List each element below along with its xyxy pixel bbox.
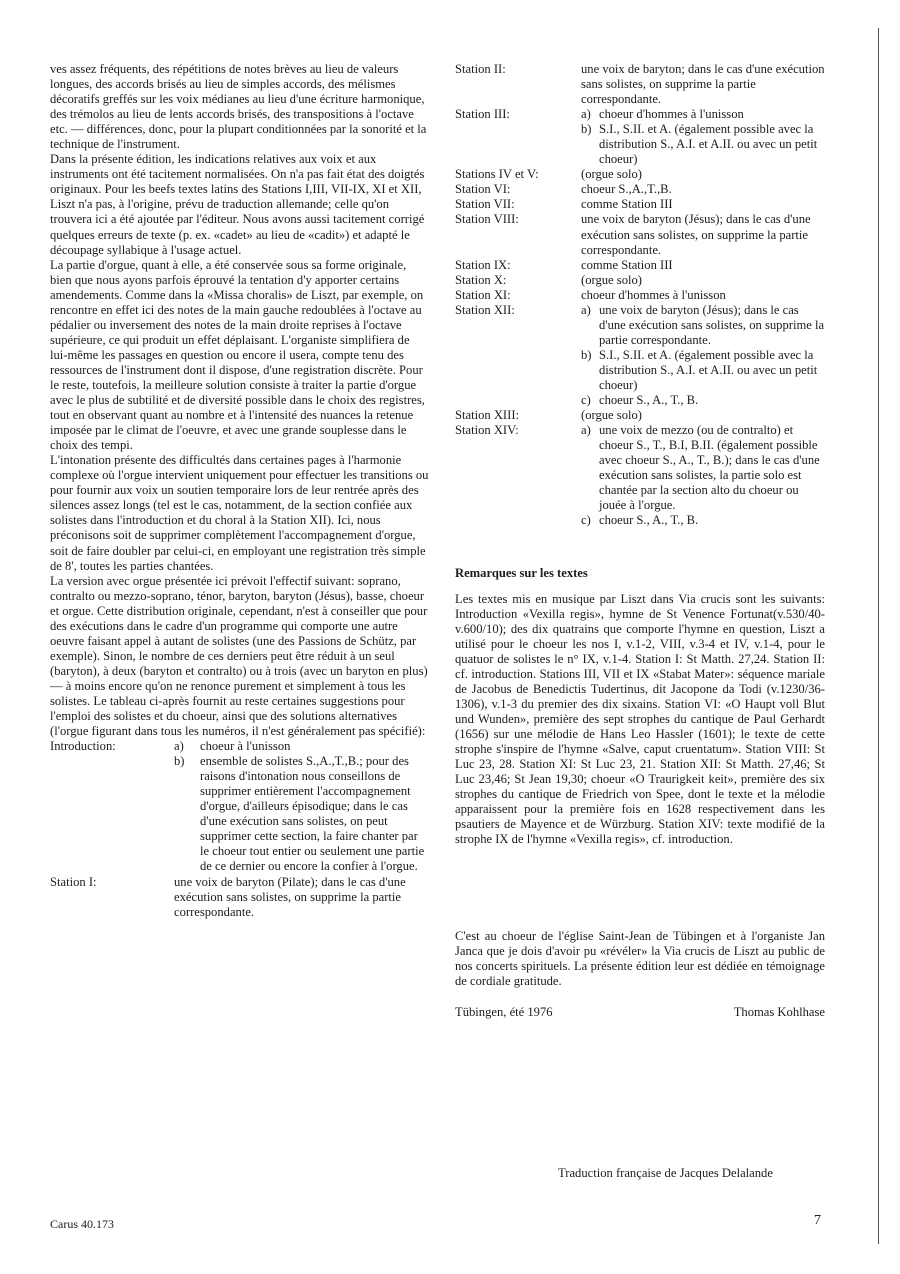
row-text: (orgue solo) — [581, 167, 642, 182]
left-distribution-table — [50, 739, 430, 920]
translation-credit: Traduction française de Jacques Delalande — [558, 1166, 773, 1180]
signature-line — [455, 1005, 825, 1020]
table-row — [455, 122, 825, 167]
row-text: une voix de baryton; dans le cas d'une exécution sans solistes, on supprime la partie correspondante. — [581, 62, 825, 107]
row-marker: a) — [581, 107, 591, 122]
table-row — [455, 423, 825, 513]
dedication-text: C'est au choeur de l'église Saint-Jean de Tübingen et à l'organiste Jan Janca que je dois d'avoir pu «révéler» la Via crucis de Liszt au public de nos concerts spirituels. La présente édition leur est dédiée en témoignage de cordiale gratitude. — [455, 929, 825, 989]
right-distribution-table — [455, 62, 825, 528]
row-marker: a) — [581, 302, 591, 317]
table-row — [455, 513, 825, 528]
table-row — [455, 258, 825, 273]
row-label: Station VII: — [455, 197, 515, 212]
row-label: Station VI: — [455, 182, 511, 197]
row-text: une voix de baryton (Jésus); dans le cas d'une exécution sans solistes, on supprime la partie correspondante. — [581, 212, 811, 257]
page-edge-line — [878, 28, 879, 1244]
catalog-number: Carus 40.173 — [50, 1217, 114, 1231]
row-text: choeur S., A., T., B. — [599, 393, 699, 408]
row-text: choeur d'hommes à l'unisson — [599, 107, 744, 122]
table-row — [455, 303, 825, 348]
page-number: 7 — [814, 1213, 821, 1228]
row-marker: b) — [174, 754, 185, 769]
left-paragraph: ves assez fréquents, des répétitions de notes brèves au lieu de valeurs longues, des accords brisés au lieu de simples accords, des mélismes décoratifs greffés sur les voix médianes au lieu d'une écriture harmonique, des trémolos au lieu de lents accords brisés, des transpositions à l'octave etc. — différences, donc, pour la plupart conditionnées par la sonorité et la technique de l'instrument. — [50, 62, 427, 152]
row-label — [455, 122, 581, 167]
remarks-heading: Remarques sur les textes — [455, 566, 588, 581]
place-date: Tübingen, été 1976 — [455, 1005, 553, 1020]
table-row — [455, 167, 825, 182]
row-marker: a) — [581, 423, 591, 438]
table-row — [50, 739, 430, 754]
row-text: (orgue solo) — [581, 272, 642, 287]
remarks-text: Les textes mis en musique par Liszt dans Via crucis sont les suivants: Introduction «Vexilla regis», hymne de St Venence Fortunat(v.530/40- v.600/10); des dix quatrains que comporte l'hymne en question, Liszt a utilisé pour le choeur les nos I, v.1-2, VIII, v.3-4 et IV, v.1-4, pour le quatuor de solistes le n° IX, v.1-4. Station I: St Matth. 27,24. Station II: cf. introduction. Stations III, VII et IX «Stabat Mater»: séquence mariale de Jacobus de Benedictis Tudertinus, dit Jacopone da Todi (v.1230/36-1306), v.1-3 du premier des dix sixains. Station VI: «O Haupt voll Blut und Wunden», première des sept strophes du cantique de Paul Gerhardt (1656) sur une mélodie de Hans Leo Hassler (1601); le texte de cette strophe s'inspire de l'hymne «Salve, caput cruentatum». Station VIII: St Luc 23, 28. Station XI: St Luc 23, 21. Station XII: St Matth. 27,46; St Luc 23,46; St Jean 19,30; choeur «O Traurigkeit keit», première des six strophes du cantique de Friedrich von Spee, dont le texte et la mélodie apparaissent pour la première fois en 1628 respectivement dans les psautiers de Mayence et de Würzburg. Station XIV: texte modifié de la strophe IX de l'hymne «Vexilla regis», cf. introduction. — [455, 591, 825, 847]
row-marker: b) — [581, 122, 592, 137]
row-label: Station VIII: — [455, 212, 519, 227]
row-marker: b) — [581, 347, 592, 362]
table-row — [455, 348, 825, 393]
row-text: S.I., S.II. et A. (également possible avec la distribution S., A.I. et A.II. ou avec un petit choeur) — [599, 347, 818, 392]
row-label — [455, 348, 581, 393]
row-label: Stations IV et V: — [455, 167, 539, 182]
row-label: Station XII: — [455, 302, 515, 317]
row-label: Station III: — [455, 107, 510, 122]
left-paragraph: L'intonation présente des difficultés dans certaines pages à l'harmonie complexe où l'orgue intervient uniquement pour effectuer les transitions ou pour fournir aux voix un soutien temporaire lors de leur rentrée après des silences assez longs (tel est le cas, notamment, de la section confiée aux solistes dans l'introduction et du choral à la Station XII). Ici, nous préconisons soit de supprimer complètement l'accompagnement d'orgue, soit de faire doubler par celui-ci, en employant une registration très simple de 8', toutes les parties chantées. — [50, 453, 429, 573]
row-marker: c) — [581, 513, 591, 528]
left-paragraph: La version avec orgue présentée ici prévoit l'effectif suivant: soprano, contralto ou mezzo-soprano, ténor, baryton, baryton (Jésus), basse, choeur et orgue. Cette distribution originale, cependant, n'est à conseiller que pour des exécutions dans le cadre d'un programme qui comporte une autre oeuvre faisant appel à autant de solistes (une des Passions de Schütz, par exemple). Sinon, le nombre de ces derniers peut être réduit à un seul (baryton), à deux (baryton et contralto) ou à trois (avec un baryton en plus) — à moins encore qu'on ne renonce purement et simplement à tous les solistes. Le tableau ci-après fournit au reste certaines suggestions pour l'emploi des solistes et du choeur, ainsi que des solutions alternatives (l'orgue figurant dans tous les numéros, il n'est généralement pas spécifié): — [50, 573, 428, 739]
table-row — [455, 393, 825, 408]
row-label: Station XIV: — [455, 423, 519, 438]
row-label: Station XI: — [455, 287, 511, 302]
table-row — [455, 62, 825, 107]
table-row — [50, 754, 430, 874]
row-text: une voix de mezzo (ou de contralto) et choeur S., T., B.I, B.II. (également possible avec choeur S., A., T., B.); dans le cas d'une exécution sans solistes, la partie solo est chantée par la section alto du choeur ou jouée à l'orgue. — [599, 423, 820, 513]
row-text: choeur d'hommes à l'unisson — [581, 287, 726, 302]
table-row — [455, 182, 825, 197]
row-label: Station I: — [50, 874, 97, 889]
remarks-text-block — [455, 592, 825, 848]
table-row — [455, 408, 825, 423]
left-paragraph: Dans la présente édition, les indications relatives aux voix et aux instruments ont été tacitement normalisées. On n'a pas fait état des doigtés originaux. Pour les beefs textes latins des Stations I,III, VII-IX, XI et XII, Liszt n'a pas, à l'origine, prévu de traduction allemande; celle qu'on trouvera ici a été ajoutée par l'éditeur. Nous avons aussi tacitement corrigé quelques erreurs de texte (p. ex. «cadet» au lieu de «cadit») et adapté le découpage syllabique à l'usage actuel. — [50, 152, 425, 257]
row-marker: c) — [581, 393, 591, 408]
row-text: S.I., S.II. et A. (également possible avec la distribution S., A.I. et A.II. ou avec un petit choeur) — [599, 122, 818, 167]
right-column — [455, 62, 825, 1021]
row-text: choeur S.,A.,T.,B. — [581, 182, 672, 197]
row-text: (orgue solo) — [581, 408, 642, 423]
row-label — [455, 393, 581, 408]
row-text: choeur S., A., T., B. — [599, 513, 699, 528]
table-row — [455, 197, 825, 212]
row-label: Introduction: — [50, 739, 116, 754]
table-row — [455, 212, 825, 257]
row-text: ensemble de solistes S.,A.,T.,B.; pour des raisons d'intonation nous conseillons de supprimer entièrement l'accompagnement d'orgue, d'ailleurs épisodique; dans le cas d'une exécution sans solistes, on peut supprimer cette section, la faire chanter par le choeur tout entier ou seulement une partie de ce dernier ou encore la confier à l'orgue. — [200, 754, 425, 874]
row-label: Station IX: — [455, 257, 511, 272]
table-row — [455, 273, 825, 288]
table-row — [455, 288, 825, 303]
row-label: Station XIII: — [455, 408, 520, 423]
row-text: choeur à l'unisson — [200, 739, 291, 754]
row-text: comme Station III — [581, 257, 673, 272]
dedication-block — [455, 929, 825, 989]
row-label — [50, 754, 174, 874]
row-text: une voix de baryton (Pilate); dans le cas d'une exécution sans solistes, on supprime la partie correspondante. — [174, 874, 406, 919]
row-label — [455, 513, 581, 528]
row-text: une voix de baryton (Jésus); dans le cas d'une exécution sans solistes, on supprime la partie correspondante. — [599, 302, 825, 347]
row-marker: a) — [174, 739, 184, 754]
left-body-text — [50, 62, 430, 739]
left-paragraph: La partie d'orgue, quant à elle, a été conservée sous sa forme originale, bien que nous ayons parfois éprouvé la tentation d'y apporter certains amendements. Comme dans la «Missa choralis» de Liszt, par exemple, on rencontre en effet ici des notes de la main gauche redoublées à l'octave au pédalier ou inversement des notes de la main droite reprises à l'octave supérieure, ce qui produit un effet déplaisant. L'organiste simplifiera de lui-même les passages en question ou encore il usera, compte tenu des ressources de l'instrument dont il dispose, d'une registration discrète. Pour le reste, toutefois, la meilleure solution consiste à traiter la partie d'orgue avec le plus de subtilité et de diversité possible dans le choix des registres, tout en observant quant au nombre et à l'intensité des nuances la retenue imposée par le climat de l'oeuvre, et avec une grande souplesse dans le choix des tempi. — [50, 257, 425, 453]
row-text: comme Station III — [581, 197, 673, 212]
row-label: Station II: — [455, 62, 506, 76]
table-row — [455, 107, 825, 122]
left-column — [50, 62, 430, 920]
row-label: Station X: — [455, 272, 507, 287]
author-name: Thomas Kohlhase — [733, 1005, 825, 1020]
table-row — [50, 875, 430, 920]
